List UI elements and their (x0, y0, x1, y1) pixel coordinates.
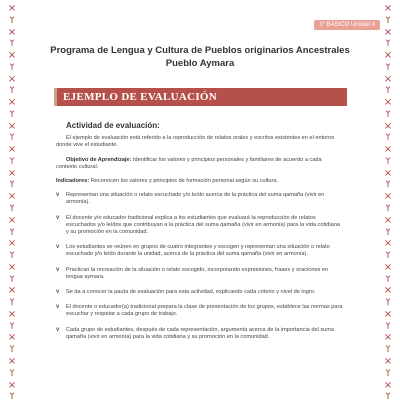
objective-label: Objetivo de Aprendizaje: (66, 156, 132, 163)
list-item (56, 327, 344, 341)
border-motif (383, 228, 393, 236)
bullet-mark: v (56, 266, 60, 273)
border-motif (383, 51, 393, 59)
border-motif (7, 345, 17, 353)
border-motif (383, 216, 393, 224)
border-motif (383, 110, 393, 118)
list-item (56, 215, 344, 237)
bullet-mark: v (56, 304, 60, 311)
border-motif (7, 98, 17, 106)
border-motif (383, 275, 393, 283)
border-motif (7, 310, 17, 318)
left-border-pattern (4, 0, 20, 400)
border-motif (7, 369, 17, 377)
border-motif (7, 16, 17, 24)
bullet-mark: v (56, 244, 60, 251)
border-motif (7, 192, 17, 200)
list-item (56, 289, 344, 296)
border-motif (7, 381, 17, 389)
border-motif (7, 75, 17, 83)
border-motif (7, 86, 17, 94)
border-motif (383, 4, 393, 12)
activity-intro: El ejemplo de evaluación está referido a la reproducción de relatos orales y escritos existentes en el entorno donde vive el estudiante. (56, 135, 335, 149)
border-motif (383, 333, 393, 341)
border-motif (7, 133, 17, 141)
border-motif (383, 28, 393, 36)
list-item-text: Los estudiantes se reúnen en grupos de cuatro integrantes y escogen y representan una situación o relato escuchado y/o leído durante la unidad, acerca de la práctica del suma qamaña (vivir en armonía). (66, 244, 330, 258)
border-motif (383, 75, 393, 83)
border-motif (383, 369, 393, 377)
border-motif (383, 39, 393, 47)
border-motif (383, 180, 393, 188)
list-item-text: Practican la recreación de la situación o relato escogido, incorporando expresiones, frases y oraciones en lengua aymara. (66, 266, 329, 280)
border-motif (7, 392, 17, 400)
border-motif (7, 322, 17, 330)
list-item-text: El docente o educador(a) tradicional prepara la clase de presentación de los grupos, establece las normas para escuchar y respetar a cada grupo de trabajo. (66, 304, 343, 318)
list-item (56, 192, 344, 206)
border-motif (383, 345, 393, 353)
border-motif (383, 286, 393, 294)
border-motif (7, 110, 17, 118)
border-motif (383, 392, 393, 400)
border-motif (7, 28, 17, 36)
border-motif (7, 204, 17, 212)
border-motif (383, 86, 393, 94)
bullet-mark: v (56, 192, 60, 199)
border-motif (7, 228, 17, 236)
border-motif (383, 263, 393, 271)
evaluation-content (56, 122, 344, 349)
border-motif (7, 251, 17, 259)
border-motif (7, 180, 17, 188)
border-motif (7, 4, 17, 12)
border-motif (383, 322, 393, 330)
border-motif (383, 310, 393, 318)
border-motif (383, 98, 393, 106)
indicators-label: Indicadores: (56, 178, 90, 185)
border-motif (7, 263, 17, 271)
right-border-pattern (380, 0, 396, 400)
border-motif (7, 298, 17, 306)
list-item (56, 304, 344, 318)
border-motif (7, 216, 17, 224)
border-motif (7, 39, 17, 47)
border-motif (7, 239, 17, 247)
bullet-mark: v (56, 326, 60, 333)
border-motif (7, 51, 17, 59)
border-motif (383, 381, 393, 389)
people-title: Pueblo Aymara (165, 58, 235, 69)
border-motif (383, 122, 393, 130)
list-item (56, 267, 344, 281)
objective-text: Identificar los valores y principios personales y familiares de acuerdo a cada contexto cultural. (56, 156, 322, 170)
program-title: Programa de Lengua y Cultura de Pueblos originarios Ancestrales (50, 45, 350, 56)
section-banner (54, 88, 347, 106)
list-item-text: Cada grupo de estudiantes, después de cada representación, argumenta acerca de la importancia del suma qamaña (vivir en armonía) para la vida cotidiana y su promoción en la comunidad. (66, 326, 335, 340)
list-item (56, 244, 344, 258)
border-motif (383, 133, 393, 141)
border-motif (7, 286, 17, 294)
border-motif (7, 157, 17, 165)
border-motif (7, 63, 17, 71)
border-motif (7, 122, 17, 130)
border-motif (383, 63, 393, 71)
border-motif (7, 333, 17, 341)
learning-objective (56, 157, 344, 171)
bullet-mark: v (56, 289, 60, 296)
border-motif (383, 204, 393, 212)
page-header (40, 44, 360, 70)
list-item-text: Representan una situación o relato escuchado y/o leído acerca de la práctica del suma qamaña (vivir en armonía). (66, 192, 325, 206)
border-motif (383, 239, 393, 247)
border-motif (383, 16, 393, 24)
section-title: EJEMPLO DE EVALUACIÓN (63, 91, 218, 103)
border-motif (7, 357, 17, 365)
grade-unit-badge: 1° BÁSICO Unidad 4 (314, 20, 380, 30)
indicators (56, 178, 344, 185)
border-motif (7, 275, 17, 283)
border-motif (383, 157, 393, 165)
border-motif (7, 169, 17, 177)
list-item-text: El docente y/o educador tradicional explica a los estudiantes que evaluará la reproducción de relatos escuchados y/o leídos que contribuyan a la práctica del suma qamaña (vivir en armonía) para la vida cotidiana y su promoción en la comunidad. (66, 214, 340, 236)
activity-title: Actividad de evaluación: (66, 121, 160, 130)
border-motif (383, 169, 393, 177)
list-item-text: Se da a conocer la pauta de evaluación para esta actividad, explicando cada criterio y nivel de logro. (66, 289, 316, 296)
border-motif (383, 251, 393, 259)
border-motif (383, 145, 393, 153)
border-motif (383, 298, 393, 306)
bullet-mark: v (56, 214, 60, 221)
indicators-text: Reconocen los valores y principios de formación personal según su cultura. (89, 178, 279, 185)
border-motif (383, 357, 393, 365)
border-motif (7, 145, 17, 153)
border-motif (383, 192, 393, 200)
